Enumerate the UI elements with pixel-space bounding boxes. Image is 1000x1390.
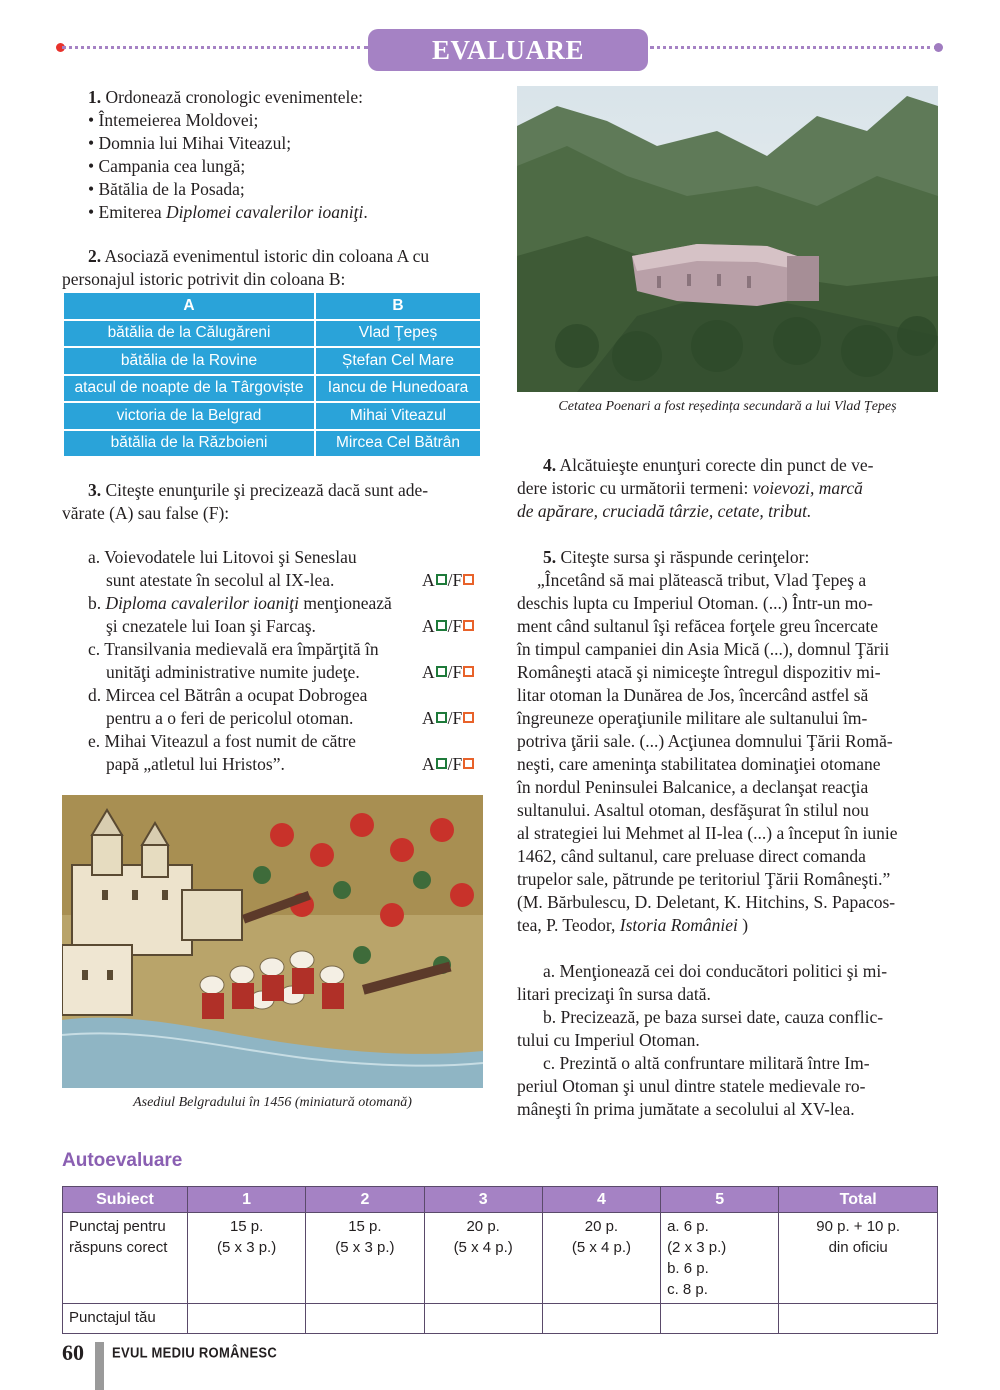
tf-item-a-cont: sunt atestate în secolul al IX-lea.: [106, 570, 335, 590]
source-text: „Încetând să mai plătească tribut, Vlad Ţepeş a deschis lupta cu Imperiul Otoman. (...) Într-un mo- ment când sultanul îşi refăcea forţele greu încercate în timpul campaniei din Asia Mică (...), domnul Ţării Româneşti atacă şi nimiceşte întregul dispozitiv mi- litar otoman la Dunărea de Jos, încercând astfel să îngreuneze operaţiunile militare ale sultanului îm- potriva ţării sale. (...) Acţiunea domnului Ţării Romă- neşti, care ameninţa stabilitatea dominaţiei otomane în nordul Peninsulei Balcanice, a declanşat reacţia sultanului. Asaltul otoman, desfăşurat în stilul nou al strategiei lui Mehmet al II-lea (...) a început în iunie 1462, când sultanul, care preluase direct comanda trupelor sale, pătrunde pe teritoriul Ţării Româneşti.” (M. Bărbulescu, D. Deletant, K. Hitchins, S. Papacos- tea, P. Teodor, Istoria României ): [517, 570, 898, 935]
table-row: victoria de la Belgrad Mihai Viteazul: [63, 402, 481, 430]
tf-mark-c[interactable]: A /F: [422, 661, 475, 684]
poenari-caption: Cetatea Poenari a fost reședința secundară a lui Vlad Țepeș: [558, 399, 897, 414]
tf-item-d: d. Mircea cel Bătrân a ocupat Dobrogea: [88, 685, 368, 705]
score-cell[interactable]: [306, 1304, 424, 1334]
tf-item-c: c. Transilvania medievală era împărţită în: [88, 639, 379, 659]
table-row: bătălia de la Rovine Ștefan Cel Mare: [63, 347, 481, 375]
poenari-photo: [517, 86, 938, 392]
self-assessment-title: Autoevaluare: [62, 1150, 183, 1171]
q1-item: • Domnia lui Mihai Viteazul;: [88, 133, 292, 153]
question-3: 3. Citeşte enunţurile şi precizează dacă sunt ade- vărate (A) sau false (F):: [62, 480, 429, 523]
tf-mark-a[interactable]: A /F: [422, 569, 475, 592]
question-1: 1. Ordonează cronologic evenimentele: • Întemeierea Moldovei; • Domnia lui Mihai Viteazul; • Campania cea lungă; • Bătălia de la Posada; • Emiterea Diplomei cavalerilor ioaniţi.: [88, 86, 488, 224]
table-row: bătălia de la Războieni Mircea Cel Bătrân: [63, 430, 481, 458]
q1-item: • Bătălia de la Posada;: [88, 179, 245, 199]
q1-item: • Întemeierea Moldovei;: [88, 110, 259, 130]
section-title: EVUL MEDIU ROMÂNESC: [112, 1344, 278, 1361]
table-row: Punctajul tău: [63, 1304, 938, 1334]
tf-mark-e[interactable]: A /F: [422, 753, 475, 776]
table-row: Punctaj pentru răspuns corect 15 p. (5 x 3 p.) 15 p. (5 x 3 p.) 20 p. (5 x 4 p.) 20 p. (5 x 4 p.) a. 6 p. (2 x 3 p.) b. 6 p. c. 8 p. 90 p. + 10 p. din oficiu: [63, 1213, 938, 1304]
page-number: 60: [62, 1340, 84, 1365]
score-cell[interactable]: [661, 1304, 779, 1334]
header-rule-right: [650, 46, 938, 50]
tf-item-a: a. Voievodatele lui Litovoi şi Seneslau: [88, 547, 357, 567]
belgrade-siege-miniature: [62, 795, 483, 1088]
tf-item-d-cont: pentru a o feri de pericolul otoman.: [106, 708, 354, 728]
requirements: a. Menţionează cei doi conducători politici şi mi- litari precizaţi în sursa dată. b. Precizează, pe baza sursei date, cauza conflic- tului cu Imperiul Otoman. c. Prezintă o altă confruntare militară între Im- periul Otoman şi unul dintre statele medievale ro- mâneşti în prima jumătate a secolului al XV-lea.: [517, 961, 888, 1119]
score-cell[interactable]: [542, 1304, 660, 1334]
score-cell[interactable]: [424, 1304, 542, 1334]
question-4: 4. Alcătuieşte enunţuri corecte din punct de ve- dere istoric cu următorii termeni: voievozi, marcă de apărare, cruciadă târzie, cetate, tribut.: [517, 455, 874, 521]
tf-item-b-cont: şi cnezatele lui Ioan şi Farcaş.: [106, 616, 316, 636]
header-dot-right: [934, 43, 943, 52]
tf-item-c-cont: unităţi administrative numite judeţe.: [106, 662, 360, 682]
q1-item: • Campania cea lungă;: [88, 156, 246, 176]
q1-item: • Emiterea Diplomei cavalerilor ioaniţi.: [88, 202, 368, 222]
header-rule-left: [62, 46, 368, 50]
tf-item-e-cont: papă „atletul lui Hristos”.: [106, 754, 285, 774]
footer-bar: [95, 1342, 104, 1390]
belgrade-caption: Asediul Belgradului în 1456 (miniatură otomană): [133, 1095, 412, 1110]
tf-item-e: e. Mihai Viteazul a fost numit de către: [88, 731, 356, 751]
table-row: bătălia de la Călugăreni Vlad Ţepeș: [63, 320, 481, 348]
question-5: 5. Citeşte sursa şi răspunde cerinţelor: „Încetând să mai plătească tribut, Vlad Ţepeş a deschis lupta cu Imperiul Otoman. (...) Într-un mo- ment când sultanul îşi refăcea forţele greu încercate în timpul campaniei din Asia Mică (...), domnul Ţării Româneşti atacă şi nimiceşte întregul dispozitiv mi- litar otoman la Dunărea de Jos, încercând astfel să îngreuneze operaţiunile militare ale sultanului îm- potriva ţării sale. (...) Acţiunea domnului Ţării Romă- neşti, care ameninţa stabilitatea dominaţiei otomane în nordul Peninsulei Balcanice, a declanşat reacţia sultanului. Asaltul otoman, desfăşurat în stilul nou al strategiei lui Mehmet al II-lea (...) a început în iunie 1462, când sultanul, care preluase direct comanda trupelor sale, pătrunde pe teritoriul Ţării Româneşti.” (M. Bărbulescu, D. Deletant, K. Hitchins, S. Papacos- tea, P. Teodor, Istoria României ) a. Menţionează cei doi conducători politici şi mi- litari precizaţi în sursa dată. b. Precizează, pe baza sursei date, cauza conflic- tului cu Imperiul Otoman. c. Prezintă o altă confruntare militară între Im- periul Otoman şi unul dintre statele medievale ro- mâneşti în prima jumătate a secolului al XV-lea.: [517, 546, 941, 1121]
tf-mark-b[interactable]: A /F: [422, 615, 475, 638]
score-cell[interactable]: [188, 1304, 306, 1334]
self-assessment-table: Subiect 1 2 3 4 5 Total Punctaj pentru răspuns corect 15 p. (5 x 3 p.) 15 p. (5 x 3 p.) 20 p. (5 x 4 p.) 20 p. (5 x 4 p.) a. 6 p. (2 x 3 p.) b. 6 p. c. 8 p. 90 p. + 10 p. din oficiu Punctajul tău: [62, 1186, 938, 1334]
score-cell[interactable]: [779, 1304, 938, 1334]
page-title: EVALUARE: [368, 29, 648, 71]
tf-item-b: b. Diploma cavalerilor ioaniţi menţionează: [88, 593, 392, 613]
question-2: 2. Asociază evenimentul istoric din coloana A cu personajul istoric potrivit din coloana B:: [62, 246, 430, 289]
table-row: atacul de noapte de la Târgoviște Iancu de Hunedoara: [63, 375, 481, 403]
association-table: A B bătălia de la Călugăreni Vlad Ţepeș bătălia de la Rovine Ștefan Cel Mare atacul de noapte de la Târgoviște Iancu de Hunedoara victoria de la Belgrad Mihai Viteazul bătălia de la Războieni Mircea Cel Bătrân: [62, 291, 482, 458]
tf-mark-d[interactable]: A /F: [422, 707, 475, 730]
